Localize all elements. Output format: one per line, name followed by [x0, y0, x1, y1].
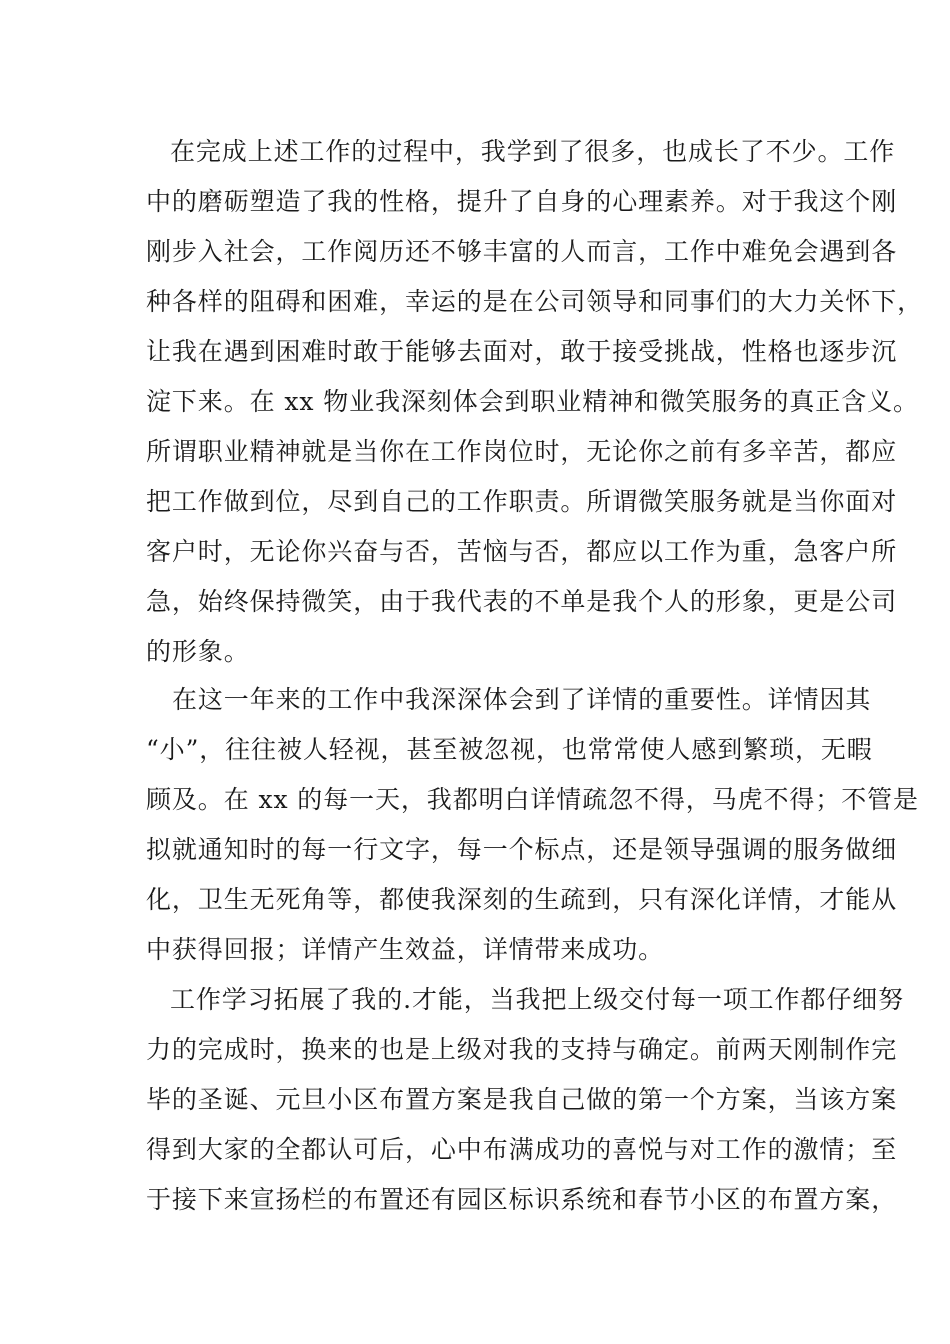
text-line: 种各样的阻碍和困难，幸运的是在公司领导和同事们的大力关怀下， [146, 287, 924, 316]
text-line: 刚步入社会，工作阅历还不够丰富的人而言，工作中难免会遇到各 [146, 237, 898, 266]
text-line: 客户时，无论你兴奋与否，苦恼与否，都应以工作为重，急客户所 [146, 537, 898, 566]
text-line: 中获得回报；详情产生效益，详情带来成功。 [146, 935, 665, 964]
text-line: 急，始终保持微笑，由于我代表的不单是我个人的形象，更是公司 [146, 587, 898, 616]
text-line: 让我在遇到困难时敢于能够去面对，敢于接受挑战，性格也逐步沉 [146, 337, 898, 366]
text-line: 中的磨砺塑造了我的性格，提升了自身的心理素养。对于我这个刚 [146, 187, 898, 216]
text-line: 淀下来。在 xx 物业我深刻体会到职业精神和微笑服务的真正含义。 [146, 387, 919, 416]
text-line: 于接下来宣扬栏的布置还有园区标识系统和春节小区的布置方案， [146, 1185, 898, 1214]
text-line: 所谓职业精神就是当你在工作岗位时，无论你之前有多辛苦，都应 [146, 437, 898, 466]
text-line: 力的完成时，换来的也是上级对我的支持与确定。前两天刚制作完 [146, 1035, 898, 1064]
text-line: 化，卫生无死角等，都使我深刻的生疏到，只有深化详情，才能从 [146, 885, 898, 914]
text-line: 的形象。 [146, 637, 250, 666]
text-line: 把工作做到位，尽到自己的工作职责。所谓微笑服务就是当你面对 [146, 487, 898, 516]
text-line: 顾及。在 xx 的每一天，我都明白详情疏忽不得，马虎不得；不管是 [146, 785, 919, 814]
text-line: 得到大家的全都认可后，心中布满成功的喜悦与对工作的激情；至 [146, 1135, 898, 1164]
text-line: 在完成上述工作的过程中，我学到了很多，也成长了不少。工作 [170, 137, 896, 166]
text-line: 在这一年来的工作中我深深体会到了详情的重要性。详情因其 [172, 685, 872, 714]
text-line: “小”，往往被人轻视，甚至被忽视，也常常使人感到繁琐，无暇 [146, 735, 873, 764]
text-line: 毕的圣诞、元旦小区布置方案是我自己做的第一个方案，当该方案 [146, 1085, 898, 1114]
text-line: 拟就通知时的每一行文字，每一个标点，还是领导强调的服务做细 [146, 835, 898, 864]
text-line: 工作学习拓展了我的.才能，当我把上级交付每一项工作都仔细努 [170, 985, 905, 1014]
